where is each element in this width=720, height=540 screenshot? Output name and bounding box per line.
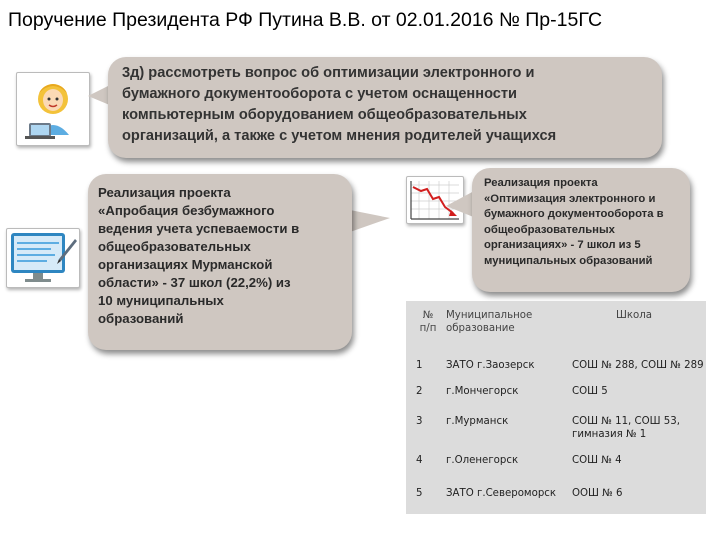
- left-bubble: [88, 174, 352, 350]
- woman-laptop-icon: [16, 72, 90, 146]
- bubble-tail-left: [350, 200, 390, 240]
- top-bubble-text: 3д) рассмотреть вопрос об оптимизации электронного и бумажного документооборота с учетом оснащенности компьютерным оборудованием общеобразовательных организаций, а также с учетом мнения родителей учащихся: [122, 65, 557, 144]
- row-3-number: 3: [416, 416, 423, 427]
- left-bubble-text: Реализация проекта «Апробация безбумажного ведения учета успеваемости в общеобразовательных организациях Мурманской области» - 37 школ (22,2%) из 10 муниципальных образований: [98, 185, 300, 326]
- row-1-municipality: ЗАТО г.Заозерск: [446, 360, 535, 371]
- row-4-municipality: г.Оленегорск: [446, 455, 519, 466]
- row-5-municipality: ЗАТО г.Североморск: [446, 488, 557, 499]
- row-2-school: СОШ 5: [572, 386, 608, 397]
- page-title: Поручение Президента РФ Путина В.В. от 02.01.2016 № Пр-15ГС: [8, 9, 603, 31]
- row-2-number: 2: [416, 386, 423, 397]
- top-bubble: [108, 57, 662, 158]
- row-3-municipality: г.Мурманск: [446, 416, 509, 427]
- row-5-number: 5: [416, 488, 423, 499]
- right-bubble-text: Реализация проекта «Оптимизация электронного и бумажного документооборота в общеобразовательных организациях» - 7 школ из 5 муниципальных образований: [484, 177, 664, 267]
- row-4-number: 4: [416, 455, 423, 466]
- header-school: Школа: [616, 310, 653, 321]
- row-5-school: ООШ № 6: [572, 488, 623, 499]
- row-1-number: 1: [416, 360, 423, 371]
- row-4-school: СОШ № 4: [572, 455, 622, 466]
- row-3-school: СОШ № 11, СОШ 53, гимназия № 1: [572, 416, 681, 440]
- monitor-chart-icon: [6, 228, 80, 288]
- right-bubble: [472, 168, 690, 292]
- row-1-school: СОШ № 288, СОШ № 289: [572, 360, 704, 371]
- row-2-municipality: г.Мончегорск: [446, 386, 519, 397]
- schools-table: [406, 301, 706, 514]
- header-number: № п/п: [419, 310, 437, 334]
- header-municipality: Муниципальное образование: [446, 310, 533, 334]
